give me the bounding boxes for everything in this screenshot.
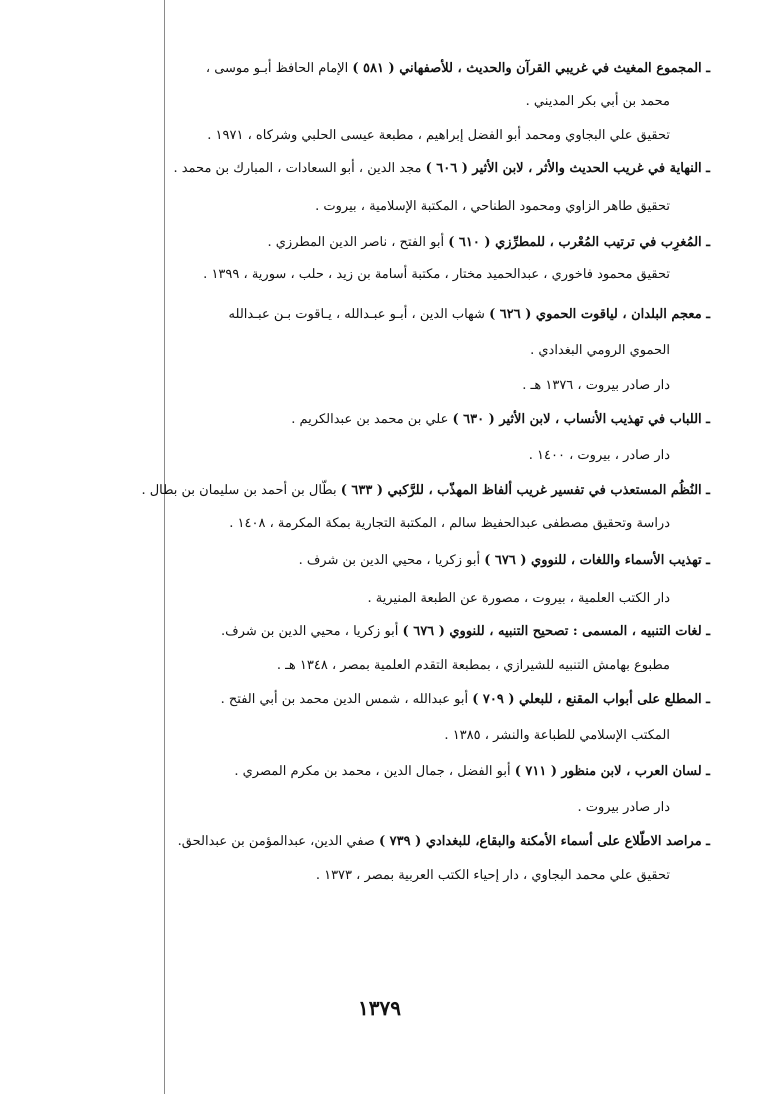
entry-heading [60,762,710,782]
page-number: ١٣٧٩ [358,996,401,1020]
entry-author: صفي الدين، عبدالمؤمن بن عبدالحق. [177,834,379,849]
entry-publication: دار صادر ، بيروت ، ١٤٠٠ . [528,448,670,463]
entry-heading [60,622,710,642]
entry-heading [60,410,710,430]
entry-heading [60,832,710,852]
entry-publication: تحقيق محمود فاخوري ، عبدالحميد مختار ، مكتبة أسامة بن زيد ، حلب ، سورية ، ١٣٩٩ . [203,267,670,282]
entry-author: أبو الفضل ، جمال الدين ، محمد بن مكرم المصري . [234,764,515,779]
entry-author: علي بن محمد بن عبدالكريم . [291,412,453,427]
entry-title: ـ مراصد الاطّلاع على أسماء الأمكنة والبقاع، للبغدادي ( ٧٣٩ ) [378,834,710,849]
entry-title: ـ اللباب في تهذيب الأنساب ، لابن الأثير ( ٦٣٠ ) [452,412,710,427]
entry-title: ـ معجم البلدان ، لياقوت الحموي ( ٦٢٦ ) [489,307,710,322]
entry-author: أبو زكريا ، محيي الدين بن شرف. [221,624,403,639]
entry-publication: دار صادر بيروت ، ١٣٧٦ هـ . [522,378,670,393]
entry-title: ـ المطلع على أبواب المقنع ، للبعلي ( ٧٠٩ ) [472,692,710,707]
entry-author: مجد الدين ، أبو السعادات ، المبارك بن محمد . [173,161,426,176]
entry-publication: دار صادر بيروت . [577,800,670,815]
entry-heading [60,59,710,79]
entry-heading [60,690,710,710]
entry-heading [60,305,710,325]
entry-title: ـ النُظُم المستعذب في تفسير غريب ألفاظ المهذّب ، للرَّكبي ( ٦٣٣ ) [340,483,710,498]
entry-publication: دراسة وتحقيق مصطفى عبدالحفيظ سالم ، المكتبة التجارية بمكة المكرمة ، ١٤٠٨ . [229,516,670,531]
entry-heading [60,159,710,179]
entry-author: بطّال بن أحمد بن سليمان بن بطال . [141,483,341,498]
entry-title: ـ لسان العرب ، لابن منظور ( ٧١١ ) [514,764,710,779]
entry-author: أبو زكريا ، محيي الدين بن شرف . [298,553,485,568]
entry-heading [60,481,710,501]
entry-title: ـ المُغرِب في ترتيب المُعْرب ، للمطرِّزي ( ٦١٠ ) [448,235,710,250]
entry-title: ـ النهاية في غريب الحديث والأثر ، لابن الأثير ( ٦٠٦ ) [425,161,710,176]
entry-author: أبو الفتح ، ناصر الدين المطرزي . [267,235,449,250]
entry-author: الإمام الحافظ أبـو موسى ، [205,61,353,76]
entry-author: أبو عبدالله ، شمس الدين محمد بن أبي الفتح . [220,692,473,707]
entry-title: ـ تهذيب الأسماء واللغات ، للنووي ( ٦٧٦ ) [484,553,710,568]
entry-publication: دار الكتب العلمية ، بيروت ، مصورة عن الطبعة المنيرية . [367,591,670,606]
entry-publication: مطبوع بهامش التنبيه للشيرازي ، بمطبعة التقدم العلمية بمصر ، ١٣٤٨ هـ . [276,658,670,673]
entry-publication: المكتب الإسلامي للطباعة والنشر ، ١٣٨٥ . [444,728,670,743]
entry-publication: تحقيق علي محمد البجاوي ، دار إحياء الكتب العربية بمصر ، ١٣٧٣ . [315,868,670,883]
entry-author: شهاب الدين ، أبـو عبـدالله ، يـاقوت بـن عبـدالله [228,307,490,322]
entry-publication: تحقيق طاهر الزاوي ومحمود الطناحي ، المكتبة الإسلامية ، بيروت . [315,199,670,214]
entry-continuation: الحموي الرومي البغدادي . [530,343,670,358]
entry-heading [60,233,710,253]
entry-heading [60,551,710,571]
entry-publication: تحقيق علي البجاوي ومحمد أبو الفضل إبراهيم ، مطبعة عيسى الحلبي وشركاه ، ١٩٧١ . [207,128,670,143]
entry-continuation: محمد بن أبي بكر المديني . [525,94,670,109]
entry-title: ـ المجموع المغيث في غريبي القرآن والحديث ، للأصفهاني ( ٥٨١ ) [352,61,710,76]
entry-title: ـ لغات التنبيه ، المسمى : تصحيح التنبيه ، للنووي ( ٦٧٦ ) [402,624,710,639]
